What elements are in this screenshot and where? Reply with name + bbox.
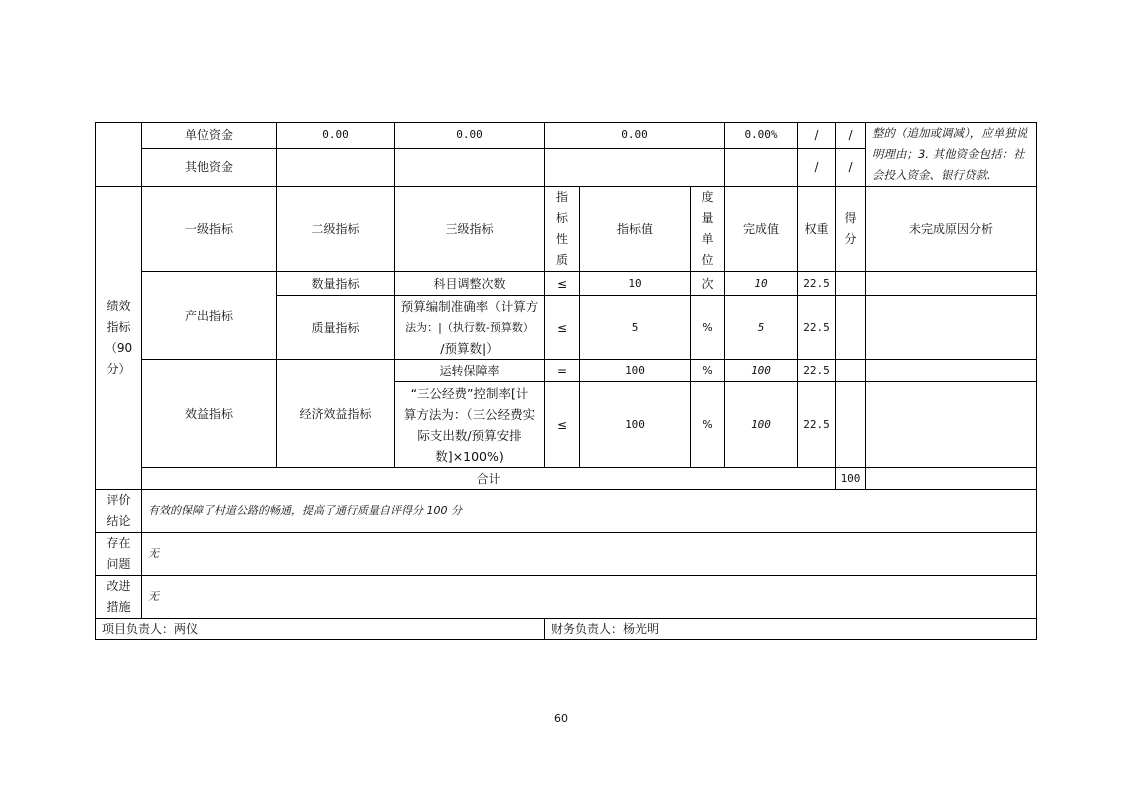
quantity-nature: ≤ (545, 272, 580, 296)
funds-row-unit (96, 123, 1037, 149)
unit-funds-label: 单位资金 (142, 123, 277, 149)
three-public-weight: 22.5 (798, 382, 836, 468)
header-nature: 指 标 性 质 (545, 187, 580, 272)
quantity-target: 10 (580, 272, 691, 296)
other-funds-slash-2: / (836, 148, 866, 186)
other-funds-slash-1: / (798, 148, 836, 186)
quality-weight: 22.5 (798, 296, 836, 360)
unit-funds-value-3: 0.00 (545, 123, 725, 149)
operation-actual: 100 (725, 360, 798, 382)
quality-unit: % (691, 296, 725, 360)
quality-score (836, 296, 866, 360)
three-public-score (836, 382, 866, 468)
operation-reason (866, 360, 1037, 382)
indicator-header-row (96, 187, 1037, 272)
header-weight: 权重 (798, 187, 836, 272)
header-score: 得 分 (836, 187, 866, 272)
benefit-indicator-label: 效益指标 (142, 360, 277, 468)
measures-label: 改进 措施 (96, 576, 142, 619)
other-funds-value-1 (277, 148, 395, 186)
performance-table-sheet (95, 122, 1036, 640)
total-weight: 100 (836, 468, 866, 490)
benefit-row-operation (96, 360, 1037, 382)
quantity-reason (866, 272, 1037, 296)
three-public-actual: 100 (725, 382, 798, 468)
output-indicator-label: 产出指标 (142, 272, 277, 360)
unit-funds-rate: 0.00% (725, 123, 798, 149)
total-score (866, 468, 1037, 490)
total-label: 合计 (142, 468, 836, 490)
unit-funds-slash-1: / (798, 123, 836, 149)
quality-reason (866, 296, 1037, 360)
header-target: 指标值 (580, 187, 691, 272)
three-public-nature: ≤ (545, 382, 580, 468)
three-public-reason (866, 382, 1037, 468)
page-number: 60 (554, 712, 568, 725)
operation-l3: 运转保障率 (395, 360, 545, 382)
funds-note: 整的（追加或调减），应单独说明理由；3. 其他资金包括：社会投入资金、银行贷款. (866, 123, 1037, 187)
operation-nature: = (545, 360, 580, 382)
operation-target: 100 (580, 360, 691, 382)
output-row-quantity (96, 272, 1037, 296)
funds-left-blank (96, 123, 142, 187)
quality-l3: 预算编制准确率（计算方 法为：|（执行数-预算数） /预算数|） (395, 296, 545, 360)
other-funds-rate (725, 148, 798, 186)
signature-row (96, 619, 1037, 640)
problems-label: 存在 问题 (96, 533, 142, 576)
header-level2: 二级指标 (277, 187, 395, 272)
unit-funds-value-1: 0.00 (277, 123, 395, 149)
measures-text: 无 (142, 576, 1037, 619)
quantity-weight: 22.5 (798, 272, 836, 296)
other-funds-value-3 (545, 148, 725, 186)
header-level1: 一级指标 (142, 187, 277, 272)
quantity-l3: 科目调整次数 (395, 272, 545, 296)
unit-funds-slash-2: / (836, 123, 866, 149)
measures-row (96, 576, 1037, 619)
other-funds-value-2 (395, 148, 545, 186)
performance-table (95, 122, 1037, 640)
quantity-unit: 次 (691, 272, 725, 296)
operation-score (836, 360, 866, 382)
other-funds-label: 其他资金 (142, 148, 277, 186)
finance-lead: 财务负责人：杨光明 (545, 619, 1037, 640)
conclusion-label: 评价 结论 (96, 490, 142, 533)
quality-indicator-label: 质量指标 (277, 296, 395, 360)
total-row (96, 468, 1037, 490)
operation-weight: 22.5 (798, 360, 836, 382)
problems-text: 无 (142, 533, 1037, 576)
project-lead: 项目负责人：两仪 (96, 619, 545, 640)
quantity-actual: 10 (725, 272, 798, 296)
quantity-indicator-label: 数量指标 (277, 272, 395, 296)
conclusion-row (96, 490, 1037, 533)
three-public-l3: “三公经费”控制率[计 算方法为：（三公经费实 际支出数/预算安排 数]×100%) (395, 382, 545, 468)
unit-funds-value-2: 0.00 (395, 123, 545, 149)
quality-actual: 5 (725, 296, 798, 360)
header-actual: 完成值 (725, 187, 798, 272)
header-unit: 度 量 单 位 (691, 187, 725, 272)
header-level3: 三级指标 (395, 187, 545, 272)
quality-target: 5 (580, 296, 691, 360)
performance-indicator-label: 绩效 指标 （90 分） (96, 187, 142, 490)
conclusion-text: 有效的保障了村道公路的畅通，提高了通行质量自评得分 100 分 (142, 490, 1037, 533)
three-public-unit: % (691, 382, 725, 468)
header-reason: 未完成原因分析 (866, 187, 1037, 272)
three-public-target: 100 (580, 382, 691, 468)
operation-unit: % (691, 360, 725, 382)
problems-row (96, 533, 1037, 576)
economic-benefit-label: 经济效益指标 (277, 360, 395, 468)
quality-nature: ≤ (545, 296, 580, 360)
quantity-score (836, 272, 866, 296)
